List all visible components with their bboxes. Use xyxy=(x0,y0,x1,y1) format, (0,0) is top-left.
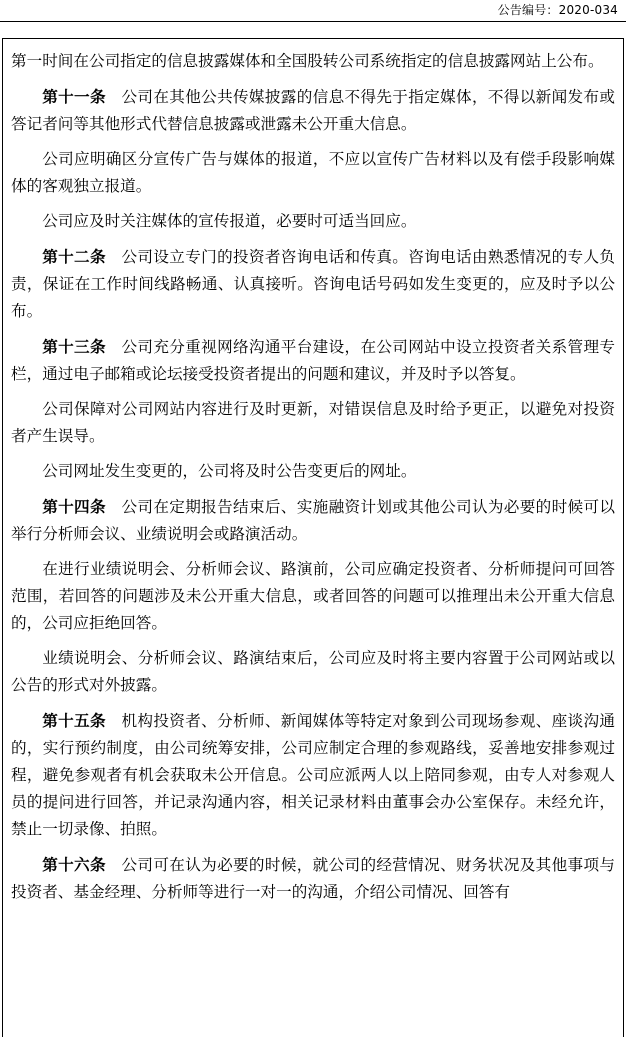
paragraph-text: 公司在定期报告结束后、实施融资计划或其他公司认为必要的时候可以举行分析师会议、业绩说明会或路演活动。 xyxy=(11,498,615,543)
paragraph-text: 公司在其他公共传媒披露的信息不得先于指定媒体，不得以新闻发布或答记者问等其他形式代替信息披露或泄露未公开重大信息。 xyxy=(11,88,615,133)
paragraph-text: 公司充分重视网络沟通平台建设，在公司网站中设立投资者关系管理专栏，通过电子邮箱或论坛接受投资者提出的问题和建议，并及时予以答复。 xyxy=(11,338,615,383)
paragraph xyxy=(11,48,615,75)
paragraph xyxy=(11,458,615,485)
page-header xyxy=(0,0,626,22)
paragraph-text: 第一时间在公司指定的信息披露媒体和全国股转公司系统指定的信息披露网站上公布。 xyxy=(11,52,604,70)
article-12 xyxy=(11,243,615,325)
clause-number: 第十三条 xyxy=(42,337,106,356)
paragraph xyxy=(11,208,615,235)
paragraph-text: 公司可在认为必要的时候，就公司的经营情况、财务状况及其他事项与投资者、基金经理、分析师等进行一对一的沟通，介绍公司情况、回答有 xyxy=(11,856,615,901)
paragraph-text: 公司保障对公司网站内容进行及时更新，对错误信息及时给予更正，以避免对投资者产生误导。 xyxy=(11,400,615,445)
announcement-number: 公告编号：2020-034 xyxy=(497,3,618,17)
paragraph xyxy=(11,396,615,450)
article-14 xyxy=(11,493,615,548)
clause-number: 第十五条 xyxy=(42,711,106,730)
article-16 xyxy=(11,851,615,906)
paragraph xyxy=(11,146,615,200)
article-body xyxy=(11,48,615,914)
clause-number: 第十四条 xyxy=(42,497,106,516)
clause-number: 第十六条 xyxy=(42,855,106,874)
article-15 xyxy=(11,707,615,843)
paragraph xyxy=(11,556,615,637)
paragraph-text: 公司应及时关注媒体的宣传报道，必要时可适当回应。 xyxy=(42,212,417,230)
clause-number: 第十一条 xyxy=(42,87,106,106)
content-frame xyxy=(2,38,624,1037)
clause-number: 第十二条 xyxy=(42,247,106,266)
paragraph xyxy=(11,645,615,699)
paragraph-text: 公司应明确区分宣传广告与媒体的报道，不应以宣传广告材料以及有偿手段影响媒体的客观独立报道。 xyxy=(11,150,615,195)
article-11 xyxy=(11,83,615,138)
paragraph-text: 公司设立专门的投资者咨询电话和传真。咨询电话由熟悉情况的专人负责，保证在工作时间线路畅通、认真接听。咨询电话号码如发生变更的，应及时予以公布。 xyxy=(11,248,615,320)
paragraph-text: 业绩说明会、分析师会议、路演结束后，公司应及时将主要内容置于公司网站或以公告的形式对外披露。 xyxy=(11,649,615,694)
paragraph-text: 公司网址发生变更的，公司将及时公告变更后的网址。 xyxy=(42,462,417,480)
paragraph-text: 机构投资者、分析师、新闻媒体等特定对象到公司现场参观、座谈沟通的，实行预约制度，由公司统筹安排，公司应制定合理的参观路线，妥善地安排参观过程，避免参观者有机会获取未公开信息。公司应派两人以上陪同参观，由专人对参观人员的提问进行回答，并记录沟通内容，相关记录材料由董事会办公室保存。未经允许，禁止一切录像、拍照。 xyxy=(11,712,615,838)
article-13 xyxy=(11,333,615,388)
paragraph-text: 在进行业绩说明会、分析师会议、路演前，公司应确定投资者、分析师提问可回答范围，若回答的问题涉及未公开重大信息，或者回答的问题可以推理出未公开重大信息的，公司应拒绝回答。 xyxy=(11,560,615,632)
